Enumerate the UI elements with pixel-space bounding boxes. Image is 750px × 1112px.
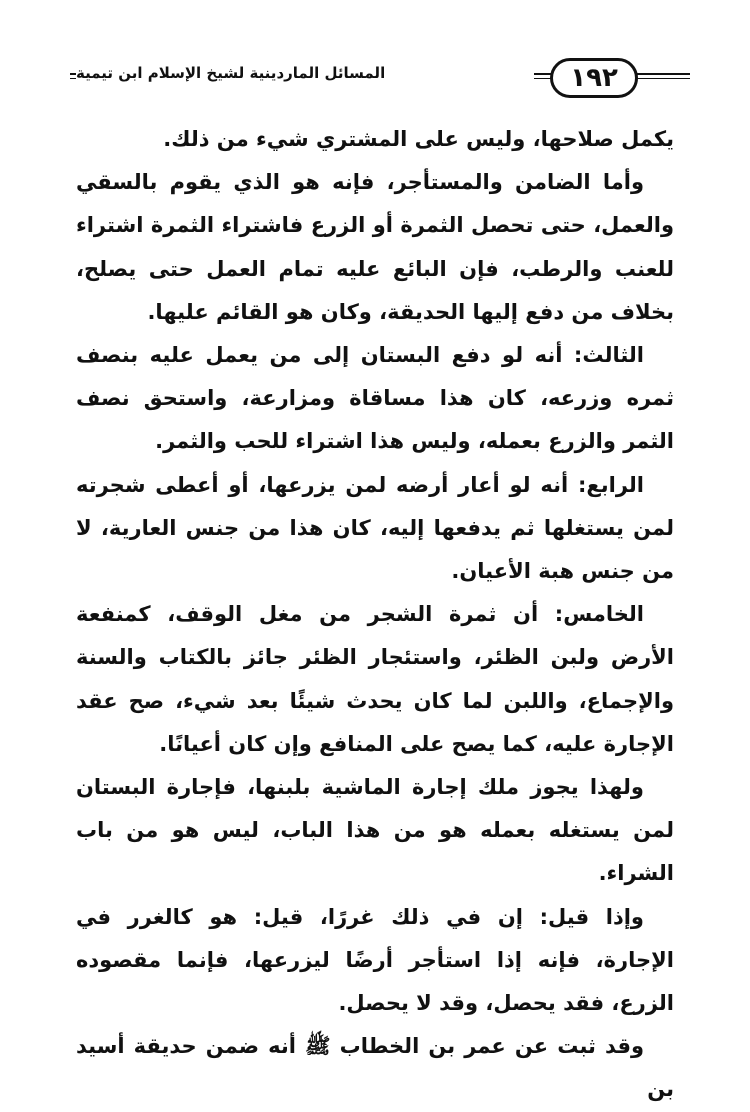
paragraph: الرابع: أنه لو أعار أرضه لمن يزرعها، أو أعطى شجرته لمن يستغلها ثم يدفعها إليه، كان هذا من جنس العارية، لا من جنس هبة الأعيان. <box>76 472 674 584</box>
page-body <box>76 118 674 1112</box>
page-header <box>70 50 690 100</box>
paragraph: الخامس: أن ثمرة الشجر من مغل الوقف، كمنفعة الأرض ولبن الظئر، واستئجار الظئر جائز بالكتاب والسنة والإجماع، واللبن لما كان يحدث شيئًا بعد شيء، صح عقد الإجارة عليه، كما يصح على المنافع وإن كان أعيانًا. <box>76 602 674 756</box>
paragraph: يكمل صلاحها، وليس على المشتري شيء من ذلك. <box>163 127 674 151</box>
paragraph: وإذا قيل: إن في ذلك غررًا، قيل: هو كالغرر في الإجارة، فإنه إذا استأجر أرضًا ليزرعها، فإنما مقصوده الزرع، فقد يحصل، وقد لا يحصل. <box>76 904 674 1016</box>
paragraph: وقد ثبت عن عمر بن الخطاب ﷺ أنه ضمن حديقة أسيد بن <box>76 1034 674 1102</box>
paragraph: ولهذا يجوز ملك إجارة الماشية بلبنها، فإجارة البستان لمن يستغله بعمله هو من هذا الباب، ليس هو من باب الشراء. <box>76 775 674 886</box>
page-number: ١٩٢ <box>550 58 638 98</box>
paragraph: الثالث: أنه لو دفع البستان إلى من يعمل عليه بنصف ثمره وزرعه، كان هذا مساقاة ومزارعة، واستحق نصف الثمر والزرع بعمله، وليس هذا اشتراء للحب والثمر. <box>76 343 674 454</box>
paragraph: وأما الضامن والمستأجر، فإنه هو الذي يقوم بالسقي والعمل، حتى تحصل الثمرة أو الزرع فاشتراء الثمرة اشتراء للعنب والرطب، فإن البائع عليه تمام العمل حتى يصلح، بخلاف من دفع إليها الحديقة، وكان هو القائم عليها. <box>76 170 674 324</box>
running-title: المسائل الماردينية لشيخ الإسلام ابن تيمية <box>76 58 534 88</box>
